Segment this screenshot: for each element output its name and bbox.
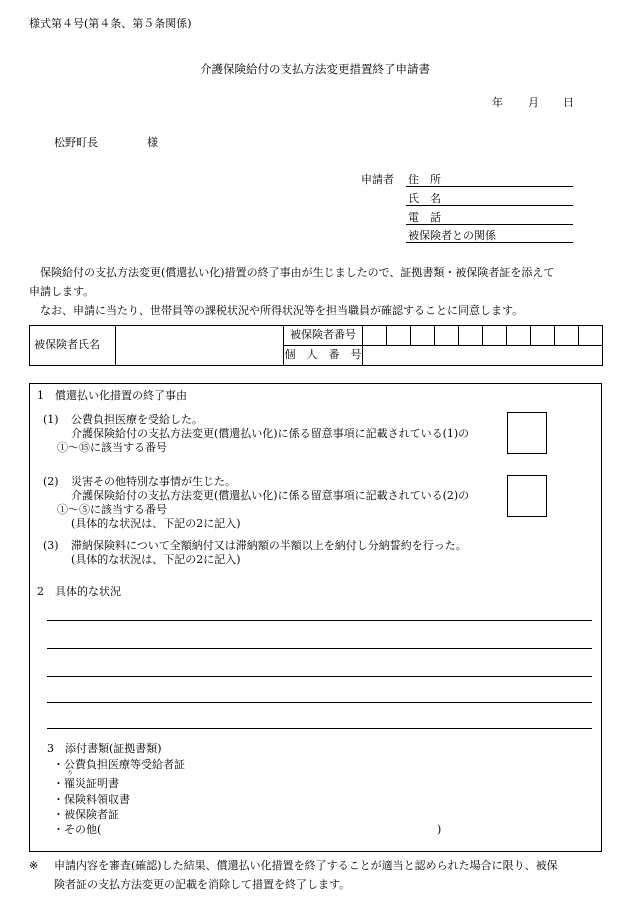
- item1-number-box[interactable]: [507, 412, 547, 454]
- section1-heading: 1 償還払い化措置の終了事由: [37, 389, 187, 402]
- attachment-ruby: り: [67, 770, 74, 777]
- field-relation-label: 被保険者との関係: [408, 229, 496, 242]
- insured-number-digit[interactable]: [555, 326, 579, 346]
- situation-line[interactable]: [47, 648, 592, 649]
- insured-number-digit[interactable]: [459, 326, 483, 346]
- note-line-2: 険者証の支払方法変更の記載を消除して措置を終了します。: [54, 878, 351, 891]
- situation-line[interactable]: [47, 702, 592, 703]
- date-year: 年: [492, 96, 503, 109]
- insured-name-cell[interactable]: [116, 326, 284, 366]
- situation-line[interactable]: [47, 676, 592, 677]
- item2-line-4: (具体的な状況は、下記の2に記入): [71, 517, 241, 530]
- item3-line-2: (具体的な状況は、下記の2に記入): [71, 553, 241, 566]
- item2-line-1: 災害その他特別な事情が生じた。: [71, 475, 236, 488]
- note-line-1: 申請内容を審査(確認)した結果、償還払い化措置を終了することが適当と認められた場合に限り、被保: [54, 859, 558, 872]
- date-month: 月: [528, 96, 539, 109]
- insured-name-label: 被保険者氏名: [30, 326, 116, 366]
- section2-heading: 2 具体的な状況: [37, 585, 121, 598]
- reasons-box: [29, 383, 602, 852]
- item2-line-2: 介護保険給付の支払方法変更(償還払い化)に係る留意事項に記載されている(2)の: [71, 489, 470, 502]
- field-phone-line[interactable]: [406, 224, 573, 225]
- attachment-other-close: ): [437, 823, 442, 836]
- personal-number-cell[interactable]: [363, 346, 603, 366]
- insured-number-digit[interactable]: [531, 326, 555, 346]
- field-name-label: 氏 名: [408, 192, 441, 205]
- item1-line-2: 介護保険給付の支払方法変更(償還払い化)に係る留意事項に記載されている(1)の: [71, 427, 470, 440]
- item2-line-3: ①～⑤に該当する番号: [57, 503, 167, 516]
- situation-line[interactable]: [47, 728, 592, 729]
- applicant-label: 申請者: [361, 173, 394, 186]
- insured-number-label: 被保険者番号: [284, 326, 363, 346]
- statement-line-1: 保険給付の支払方法変更(償還払い化)措置の終了事由が生じましたので、証拠書類・被保険者証を添えて: [40, 266, 555, 279]
- field-phone-label: 電 話: [408, 211, 441, 224]
- insured-number-digit[interactable]: [483, 326, 507, 346]
- field-address-line[interactable]: [406, 186, 573, 187]
- addressee-name: 松野町長: [54, 136, 98, 149]
- attachment-item: ・公費負担医療等受給者証: [53, 758, 185, 771]
- attachment-item: ・保険料領収書: [53, 793, 130, 806]
- date-day: 日: [563, 96, 574, 109]
- item3-number: (3): [43, 539, 59, 552]
- insured-info-table: [29, 325, 603, 366]
- attachment-item: ・その他(: [53, 823, 102, 836]
- insured-number-digit[interactable]: [387, 326, 411, 346]
- statement-line-2: 申請します。: [29, 285, 95, 298]
- insured-number-digit[interactable]: [363, 326, 387, 346]
- field-name-line[interactable]: [406, 205, 573, 206]
- item1-line-3: ①～⑮に該当する番号: [57, 441, 167, 454]
- addressee-suffix: 様: [147, 136, 158, 149]
- insured-number-digit[interactable]: [579, 326, 603, 346]
- page-title: 介護保険給付の支払方法変更措置終了申請書: [200, 62, 430, 76]
- item1-line-1: 公費負担医療を受給した。: [71, 413, 203, 426]
- form-id: 様式第４号(第４条、第５条関係): [29, 17, 192, 30]
- item2-number-box[interactable]: [507, 475, 547, 517]
- statement-line-3: なお、申請に当たり、世帯員等の課税状況や所得状況等を担当職員が確認することに同意します。: [40, 304, 524, 317]
- item2-number: (2): [43, 475, 59, 488]
- note-mark: ※: [29, 859, 39, 872]
- field-address-label: 住 所: [408, 173, 441, 186]
- item1-number: (1): [43, 413, 59, 426]
- insured-number-digit[interactable]: [411, 326, 435, 346]
- attachment-item: ・罹災証明書: [53, 777, 119, 790]
- attachment-item: ・被保険者証: [53, 808, 119, 821]
- insured-number-digit[interactable]: [435, 326, 459, 346]
- insured-number-digit[interactable]: [507, 326, 531, 346]
- personal-number-label: 個 人 番 号: [284, 346, 363, 366]
- item3-line-1: 滞納保険料について全額納付又は滞納額の半額以上を納付し分納誓約を行った。: [71, 539, 467, 552]
- situation-line[interactable]: [47, 620, 592, 621]
- field-relation-line[interactable]: [406, 242, 573, 243]
- section3-heading: 3 添付書類(証拠書類): [47, 742, 162, 755]
